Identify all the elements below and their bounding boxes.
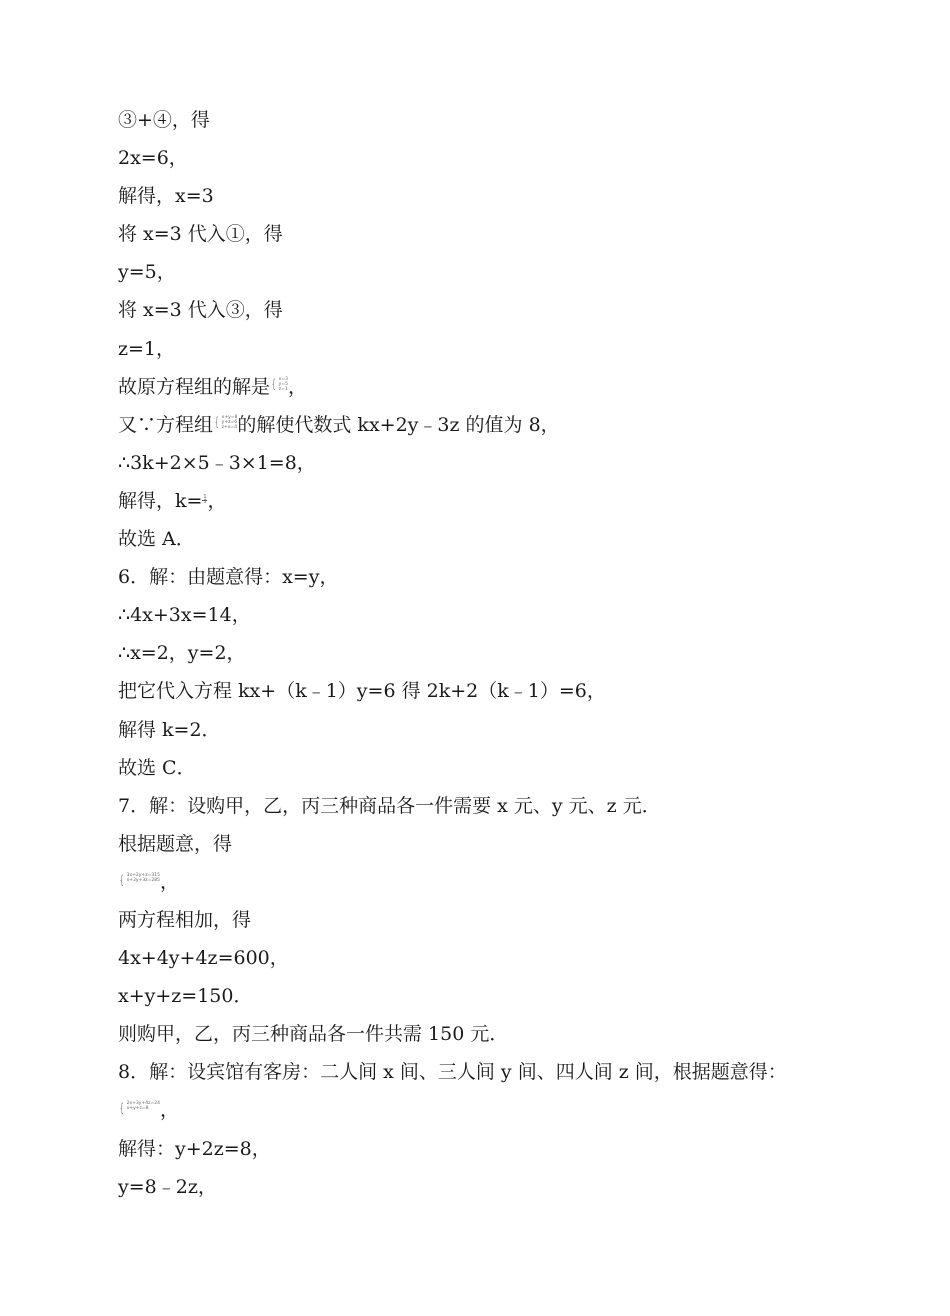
- q8-system-suffix: ，: [159, 1099, 179, 1122]
- text-line: 故选 C．: [118, 756, 196, 779]
- condition-line: [118, 406, 838, 444]
- k-prefix: 解得，k=: [118, 489, 203, 512]
- left-brace: {: [214, 415, 219, 430]
- solution-prefix: 故原方程组的解是: [118, 375, 271, 398]
- text-line: 解得：y+2z=8，: [118, 1137, 271, 1160]
- fraction: [202, 495, 207, 506]
- text-line: 6．解：由题意得：x=y，: [118, 566, 339, 589]
- system-row: 3x+2y+z=315: [126, 872, 160, 878]
- text-line: 解得，x=3: [118, 185, 214, 208]
- system-row: x+y=8: [221, 415, 238, 421]
- system-row: 2x+3y+4z=24: [126, 1101, 160, 1107]
- q7-system-suffix: ，: [159, 870, 179, 893]
- left-brace: {: [119, 1101, 124, 1116]
- condition-prefix: 又∵方程组: [118, 413, 214, 436]
- text-line: x+y+z=150．: [118, 985, 253, 1008]
- left-brace: {: [119, 872, 124, 887]
- text-line: ∴4x+3x=14，: [118, 604, 251, 627]
- text-line: z=1，: [118, 337, 176, 360]
- text-line: 故选 A．: [118, 528, 195, 551]
- q7-system-line: [118, 863, 838, 901]
- k-value-line: [118, 482, 838, 520]
- system-row: z+x=4: [221, 425, 238, 431]
- k-suffix: ，: [207, 489, 227, 512]
- q7-system: [118, 873, 160, 887]
- text-line: 解得 k=2．: [118, 718, 221, 741]
- system-row: y+z=6: [221, 420, 238, 426]
- text-line: 把它代入方程 kx+（k﹣1）y=6 得 2k+2（k﹣1）=6，: [118, 680, 606, 703]
- system-row: z=1: [278, 387, 288, 393]
- text-line: 4x+4y+4z=600，: [118, 947, 289, 970]
- text-line: 根据题意，得: [118, 832, 233, 855]
- text-line: 将 x=3 代入③，得: [118, 299, 283, 322]
- condition-suffix: 的解使代数式 kx+2y﹣3z 的值为 8，: [237, 413, 560, 436]
- fraction-numerator: 1: [203, 493, 207, 500]
- q8-system: [118, 1101, 160, 1115]
- text-line: 2x=6，: [118, 147, 188, 170]
- fraction-denominator: 3: [203, 499, 207, 506]
- q8-system-line: [118, 1091, 838, 1129]
- text-line: 两方程相加，得: [118, 908, 252, 931]
- solution-text: [118, 101, 838, 1206]
- text-line: 将 x=3 代入①，得: [118, 223, 283, 246]
- system-row: x+y+z=8: [126, 1106, 149, 1112]
- text-line: ∴x=2，y=2，: [118, 642, 246, 665]
- text-line: ③+④，得: [118, 109, 210, 131]
- text-line: y=8﹣2z，: [118, 1175, 217, 1198]
- condition-system: [213, 415, 237, 430]
- left-brace: {: [271, 377, 276, 392]
- solution-line: [118, 368, 838, 406]
- text-line: 8．解：设宾馆有客房：二人间 x 间、三人间 y 间、四人间 z 间，根据题意得：: [118, 1061, 787, 1084]
- text-line: 7．解：设购甲，乙，丙三种商品各一件需要 x 元、y 元、z 元．: [118, 794, 661, 817]
- text-line: ∴3k+2×5﹣3×1=8，: [118, 451, 316, 474]
- system-row: x=3: [278, 377, 288, 383]
- solution-system: [270, 377, 288, 392]
- solution-suffix: ，: [287, 375, 307, 398]
- system-row: x+2y+3z=285: [126, 877, 160, 883]
- text-line: 则购甲，乙，丙三种商品各一件共需 150 元．: [118, 1023, 509, 1046]
- text-line: y=5，: [118, 261, 176, 284]
- system-row: y=5: [278, 382, 288, 388]
